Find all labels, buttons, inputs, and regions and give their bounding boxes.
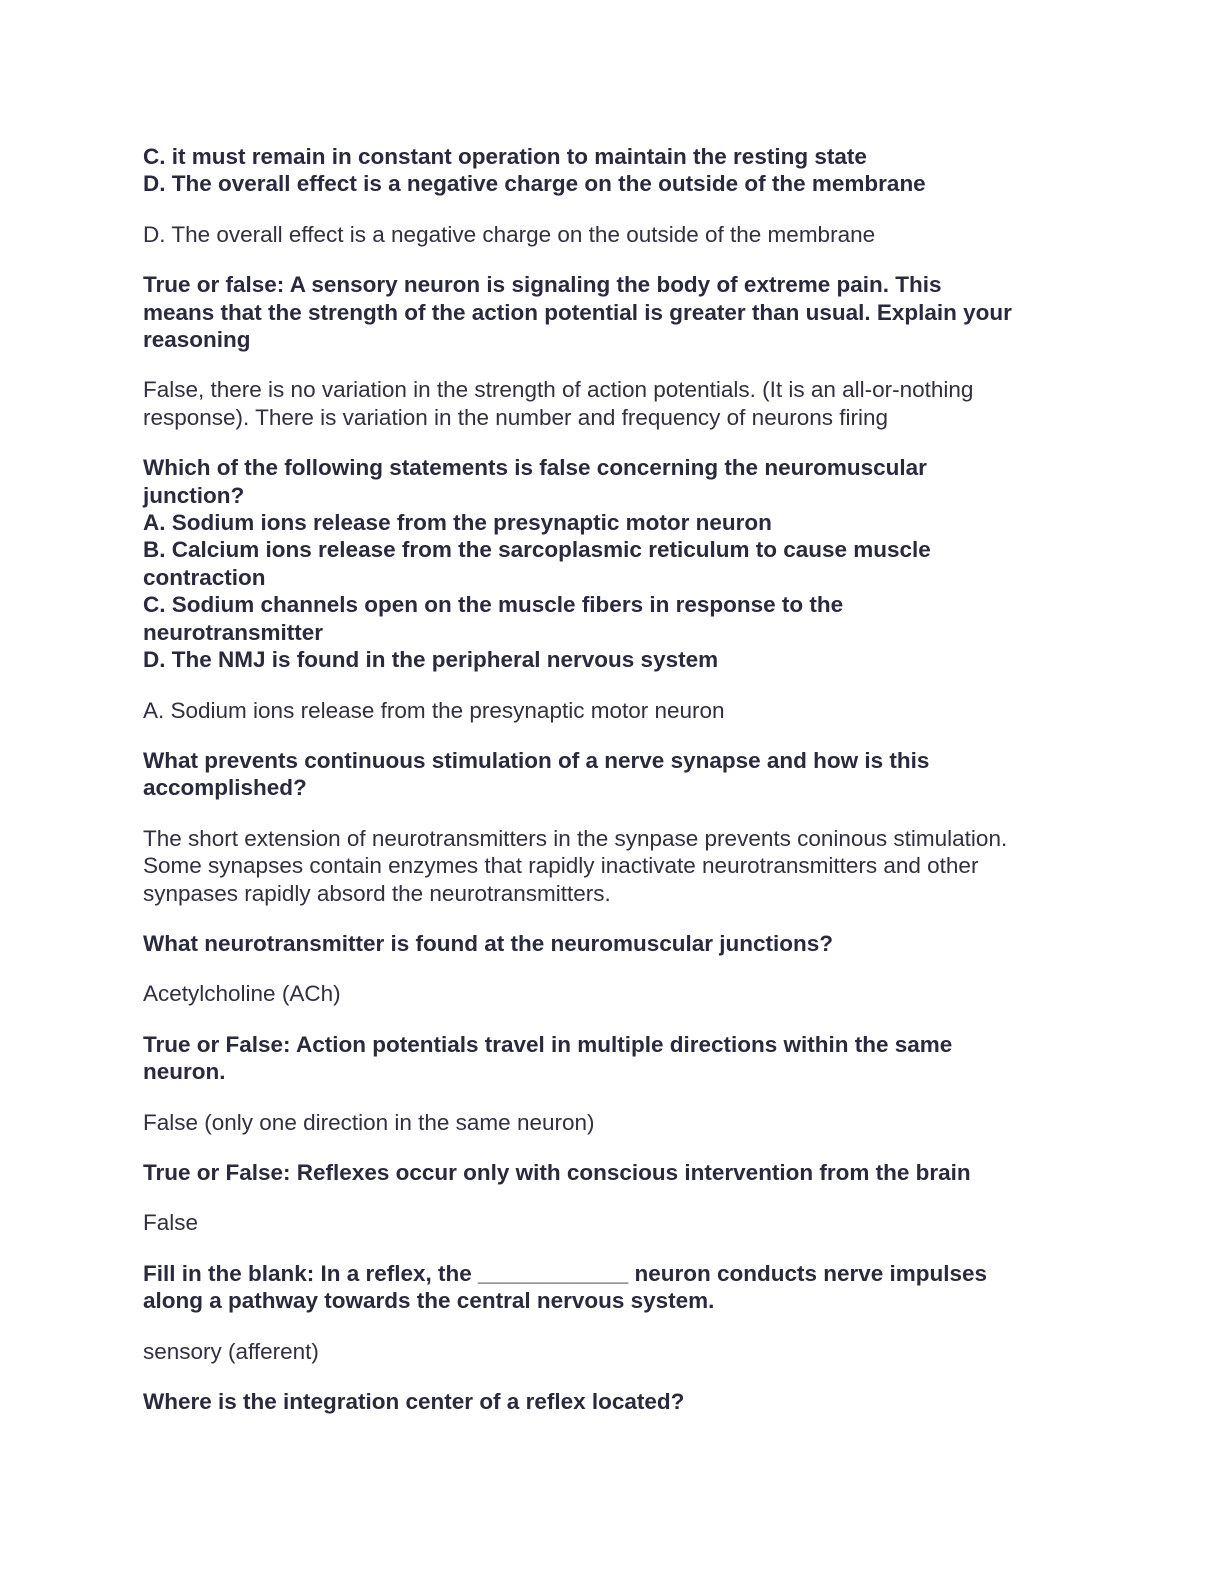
question-line: means that the strength of the action potential is greater than usual. Explain your [143,299,1012,325]
question-line: D. The overall effect is a negative charge on the outside of the membrane [143,171,926,197]
question-block [143,454,1083,673]
answer-block [143,1109,1083,1136]
answer-block [143,980,1083,1007]
question-block [143,1031,1083,1086]
question-block [143,1260,1083,1315]
question-line: A. Sodium ions release from the presynaptic motor neuron [143,510,772,536]
block-spacer [143,431,1083,454]
answer-block [143,376,1083,431]
answer-block [143,1338,1083,1365]
question-line: accomplished? [143,775,307,801]
block-spacer [143,674,1083,697]
block-spacer [143,1315,1083,1338]
block-spacer [143,1136,1083,1159]
answer-block [143,1209,1083,1236]
question-line: C. it must remain in constant operation to maintain the resting state [143,144,867,169]
block-spacer [143,353,1083,376]
answer-block [143,221,1083,248]
question-line: True or False: Action potentials travel in multiple directions within the same [143,1031,953,1057]
question-block [143,143,1083,198]
question-line: What prevents continuous stimulation of a nerve synapse and how is this [143,747,930,773]
question-block [143,271,1083,353]
block-spacer [143,1186,1083,1209]
question-line: contraction [143,564,266,590]
question-line: True or False: Reflexes occur only with conscious intervention from the brain [143,1159,971,1185]
question-block [143,1159,1083,1186]
answer-line: The short extension of neurotransmitters in the synpase prevents coninous stimulation. [143,825,1008,851]
question-line: D. The NMJ is found in the peripheral nervous system [143,647,719,673]
question-line: neuron. [143,1059,226,1085]
block-spacer [143,1008,1083,1031]
question-line: Fill in the blank: In a reflex, the ____________ neuron conducts nerve impulses [143,1260,988,1286]
question-block [143,1388,1083,1415]
answer-line: D. The overall effect is a negative charge on the outside of the membrane [143,221,876,247]
question-line: C. Sodium channels open on the muscle fibers in response to the [143,592,844,618]
block-spacer [143,248,1083,271]
answer-block [143,825,1083,907]
question-line: junction? [143,482,245,508]
question-line: Where is the integration center of a reflex located? [143,1389,685,1414]
block-spacer [143,1365,1083,1388]
block-spacer [143,198,1083,221]
answer-line: A. Sodium ions release from the presynaptic motor neuron [143,697,725,723]
answer-line: False (only one direction in the same neuron) [143,1109,595,1135]
block-spacer [143,957,1083,980]
answer-line: False [143,1210,199,1236]
question-line: reasoning [143,327,251,353]
question-line: Which of the following statements is false concerning the neuromuscular [143,455,927,481]
question-block [143,930,1083,957]
answer-line: Some synapses contain enzymes that rapidly inactivate neurotransmitters and other [143,853,979,879]
question-line: What neurotransmitter is found at the neuromuscular junctions? [143,930,834,956]
question-line: True or false: A sensory neuron is signaling the body of extreme pain. This [143,272,942,298]
block-spacer [143,1237,1083,1260]
answer-block [143,697,1083,724]
document-page [143,143,1083,1415]
answer-line: False, there is no variation in the strength of action potentials. (It is an all-or-nothing [143,377,974,403]
block-spacer [143,907,1083,930]
answer-line: Acetylcholine (ACh) [143,981,341,1007]
qa-content [143,143,1083,1415]
answer-line: synpases rapidly absord the neurotransmitters. [143,880,611,906]
block-spacer [143,724,1083,747]
answer-line: response). There is variation in the number and frequency of neurons firing [143,404,889,430]
answer-line: sensory (afferent) [143,1338,319,1364]
question-block [143,747,1083,802]
question-line: B. Calcium ions release from the sarcoplasmic reticulum to cause muscle [143,537,931,563]
question-line: along a pathway towards the central nervous system. [143,1288,715,1314]
question-line: neurotransmitter [143,619,324,645]
block-spacer [143,802,1083,825]
block-spacer [143,1086,1083,1109]
